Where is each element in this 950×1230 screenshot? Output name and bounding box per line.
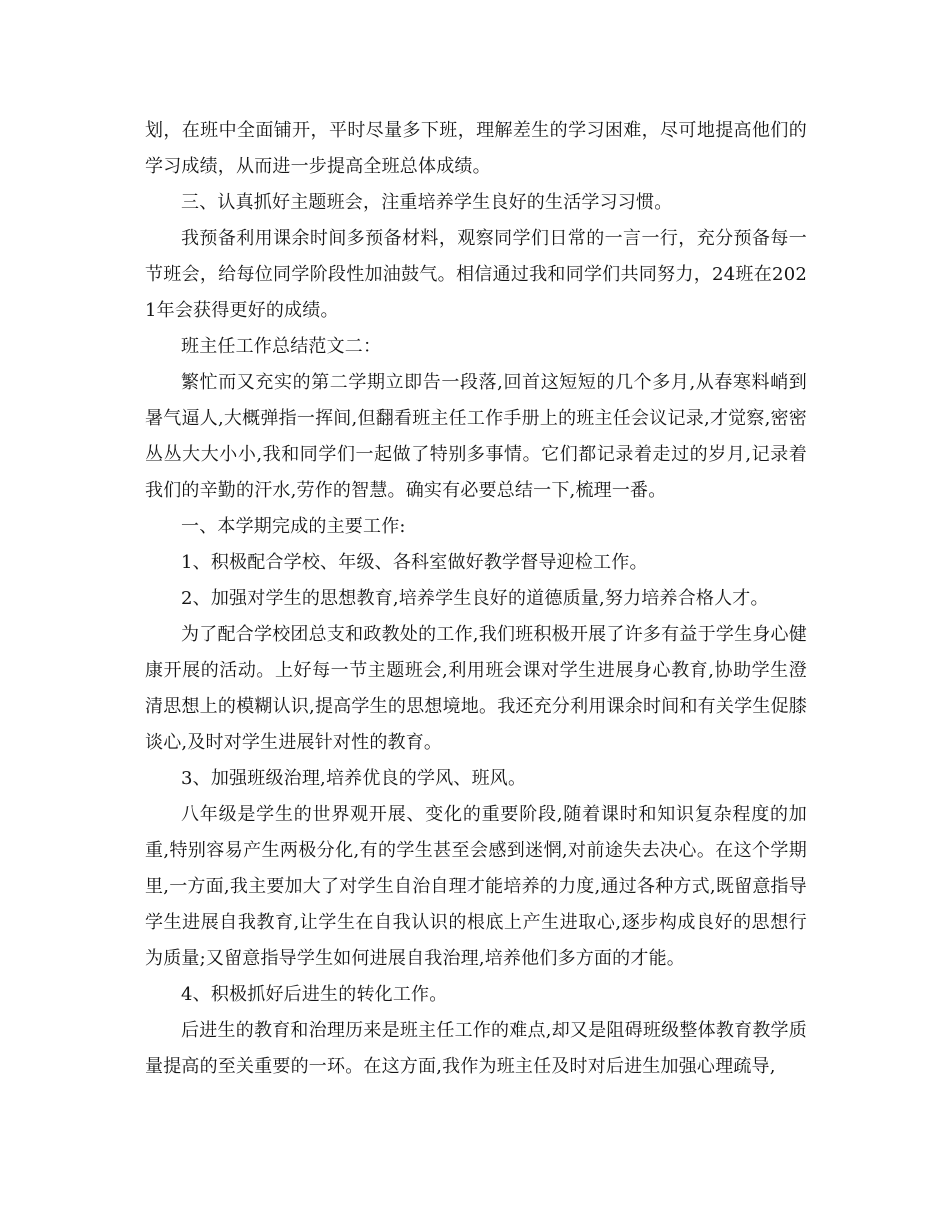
list-item: 3、加强班级治理,培养优良的学风、班风。 — [181, 768, 527, 789]
list-item: 1、积极配合学校、年级、各科室做好教学督导迎检工作。 — [181, 552, 648, 573]
list-item: 2、加强对学生的思想教育,培养学生良好的道德质量,努力培养合格人才。 — [181, 588, 769, 609]
section-heading: 一、本学期完成的主要工作: — [181, 516, 406, 537]
list-item: 4、积极抓好后进生的转化工作。 — [181, 984, 448, 1005]
paragraph: 为了配合学校团总支和政教处的工作,我们班积极开展了许多有益于学生身心健康开展的活动。上好每一节主题班会,利用班会课对学生进展身心教育,协助学生澄清思想上的模糊认识,提高学生的思想境地。我还充分利用课余时间和有关学生促膝谈心,及时对学生进展针对性的教育。 — [145, 624, 807, 753]
section-heading: 三、认真抓好主题班会，注重培养学生良好的生活学习习惯。 — [181, 192, 673, 213]
paragraph: 繁忙而又充实的第二学期立即告一段落,回首这短短的几个多月,从春寒料峭到暑气逼人,大概弹指一挥间,但翻看班主任工作手册上的班主任会议记录,才觉察,密密丛丛大大小小,我和同学们一起做了特别多事情。它们都记录着走过的岁月,记录着我们的辛勤的汗水,劳作的智慧。确实有必要总结一下,梳理一番。 — [145, 372, 807, 501]
paragraph: 后进生的教育和治理历来是班主任工作的难点,却又是阻碍班级整体教育教学质量提高的至关重要的一环。在这方面,我作为班主任及时对后进生加强心理疏导, — [145, 1020, 807, 1077]
document-body — [145, 113, 807, 1085]
section-title: 班主任工作总结范文二： — [181, 336, 382, 357]
paragraph: 八年级是学生的世界观开展、变化的重要阶段,随着课时和知识复杂程度的加重,特别容易产生两极分化,有的学生甚至会感到迷惘,对前途失去决心。在这个学期里,一方面,我主要加大了对学生自治自理才能培养的力度,通过各种方式,既留意指导学生进展自我教育,让学生在自我认识的根底上产生进取心,逐步构成良好的思想行为质量;又留意指导学生如何进展自我治理,培养他们多方面的才能。 — [145, 804, 807, 969]
paragraph: 我预备利用课余时间多预备材料，观察同学们日常的一言一行，充分预备每一节班会，给每位同学阶段性加油鼓气。相信通过我和同学们共同努力，24班在2021年会获得更好的成绩。 — [145, 228, 807, 321]
paragraph: 划，在班中全面铺开，平时尽量多下班，理解差生的学习困难，尽可地提高他们的学习成绩，从而进一步提高全班总体成绩。 — [145, 120, 807, 177]
